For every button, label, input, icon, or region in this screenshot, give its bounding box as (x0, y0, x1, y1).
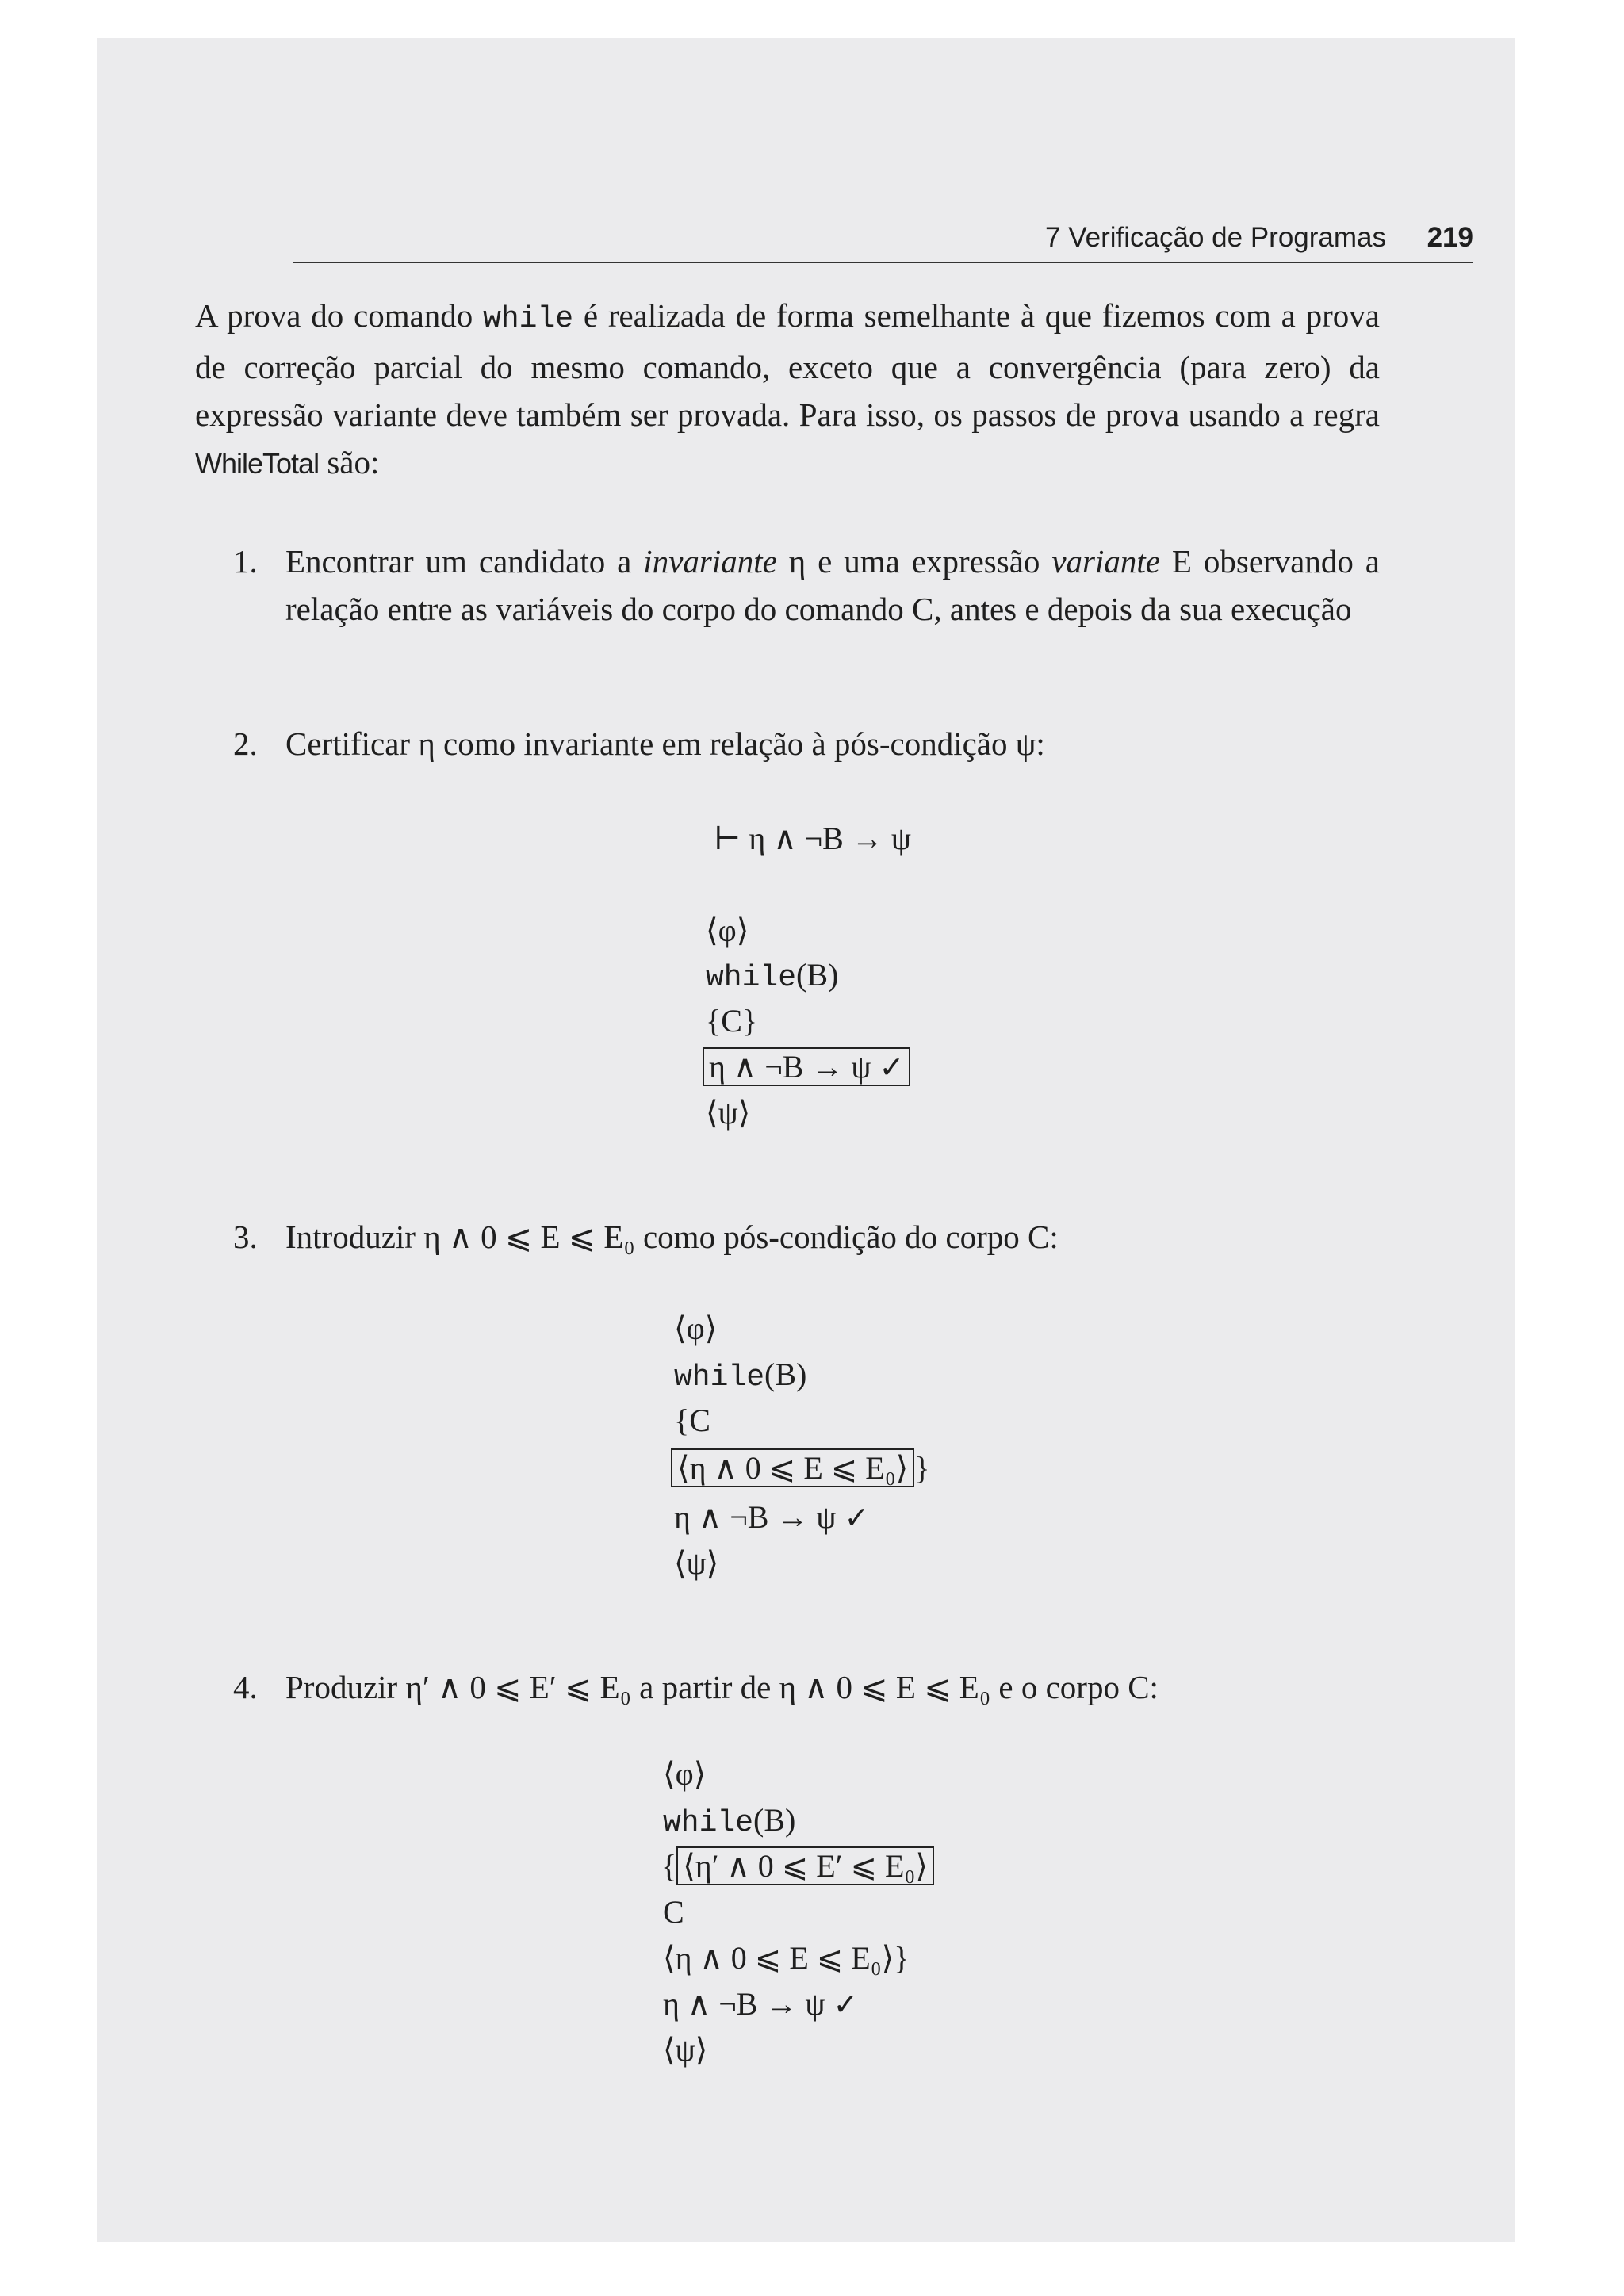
body: {C} (706, 1003, 758, 1039)
while-line: while(B) (674, 1357, 807, 1395)
page-number: 219 (1427, 222, 1473, 253)
formula: ⊢ η ∧ ¬B → ψ (714, 821, 911, 856)
body-open: {C (674, 1402, 710, 1438)
step-number: 4. (233, 1669, 258, 1705)
body: C (663, 1894, 684, 1930)
boxed-postcondition: ⟨η ∧ 0 ⩽ E ⩽ E₀⟩ } (671, 1448, 929, 1489)
while-line: while(B) (706, 957, 839, 995)
step-number: 1. (233, 543, 258, 580)
implication: η ∧ ¬B → ψ ✓ (663, 1986, 859, 2022)
postcondition: ⟨ψ⟩ (674, 1545, 719, 1581)
step-text: Produzir η′ ∧ 0 ⩽ E′ ⩽ E₀ a partir de η ∧ 0 ⩽ E ⩽ E₀ e o corpo C: (285, 1669, 1159, 1705)
precondition: ⟨φ⟩ (663, 1756, 707, 1792)
chapter-title: 7 Verificação de Programas (1045, 222, 1386, 253)
code-while: while (483, 302, 574, 336)
step-text: Encontrar um candidato a invariante η e uma expressão variante E observando a relação entre as variáveis do corpo do comando C, antes e depois da sua execução (285, 543, 1381, 627)
postcondition: ⟨ψ⟩ (663, 2032, 708, 2068)
intro-paragraph: A prova do comando while é realizada de forma semelhante à que fizemos com a prova de correção parcial do mesmo comando, exceto que a convergência (para zero) da expressão variante deve também ser provada. Para isso, os passos de prova usando a regra WhileTotal são: (195, 297, 1380, 480)
invariant-line: ⟨η ∧ 0 ⩽ E ⩽ E₀⟩} (663, 1940, 910, 1976)
postcondition: ⟨ψ⟩ (706, 1095, 751, 1131)
implication: η ∧ ¬B → ψ ✓ (674, 1499, 870, 1535)
while-line: while(B) (663, 1802, 796, 1840)
rule-name: WhileTotal (195, 447, 320, 480)
step-number: 2. (233, 725, 258, 762)
step-text: Introduzir η ∧ 0 ⩽ E ⩽ E₀ como pós-condição do corpo C: (285, 1219, 1059, 1255)
step-text: Certificar η como invariante em relação à pós-condição ψ: (285, 725, 1045, 762)
step-number: 3. (233, 1219, 258, 1255)
precondition: ⟨φ⟩ (706, 913, 749, 948)
boxed-intermediate: { ⟨η′ ∧ 0 ⩽ E′ ⩽ E₀⟩ (661, 1846, 934, 1887)
running-header (293, 214, 1473, 263)
check-icon: ✓ (879, 1050, 905, 1085)
check-icon: ✓ (833, 1987, 859, 2022)
precondition: ⟨φ⟩ (674, 1311, 718, 1346)
check-icon: ✓ (844, 1500, 870, 1535)
boxed-implication: η ∧ ¬B → ψ ✓ (703, 1047, 910, 1088)
